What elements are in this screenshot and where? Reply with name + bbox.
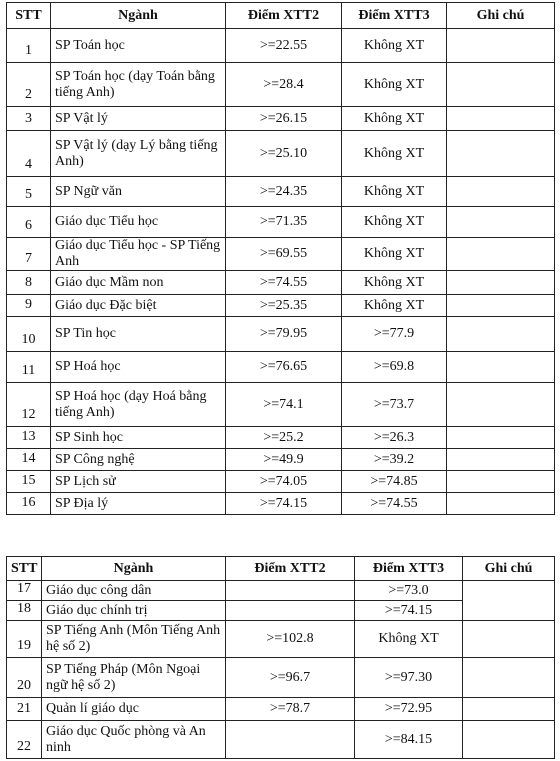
xtt2-cell: >=71.35 — [226, 207, 342, 238]
ghichu-cell — [447, 271, 555, 295]
nganh-cell: SP Toán học — [51, 29, 226, 63]
xtt2-cell — [226, 581, 355, 601]
xtt3-cell: >=97.30 — [355, 658, 463, 698]
stt-cell: 20 — [7, 658, 42, 698]
xtt3-cell: >=72.95 — [355, 698, 463, 721]
ghichu-cell — [447, 131, 555, 177]
table-row — [7, 658, 555, 698]
header-stt: STT — [7, 557, 42, 581]
ghichu-cell — [447, 427, 555, 449]
nganh-cell: SP Tin học — [51, 317, 226, 352]
ghichu-cell — [463, 721, 555, 759]
xtt3-cell: Không XT — [342, 271, 447, 295]
ghichu-cell — [447, 317, 555, 352]
xtt3-cell: Không XT — [342, 63, 447, 107]
ghichu-cell — [447, 238, 555, 271]
stt-cell: 18 — [7, 601, 42, 621]
nganh-cell: SP Vật lý — [51, 107, 226, 131]
header-ghichu: Ghi chú — [463, 557, 555, 581]
table-row — [7, 207, 555, 238]
xtt3-cell: >=84.15 — [355, 721, 463, 759]
nganh-cell: SP Ngữ văn — [51, 177, 226, 207]
xtt2-cell: >=102.8 — [226, 621, 355, 658]
nganh-cell: Giáo dục Đặc biệt — [51, 295, 226, 317]
ghichu-cell — [463, 581, 555, 621]
stt-cell: 12 — [7, 383, 51, 427]
stt-cell: 8 — [7, 271, 51, 295]
table-2-body — [7, 581, 555, 759]
xtt2-cell: >=96.7 — [226, 658, 355, 698]
xtt2-cell: >=25.35 — [226, 295, 342, 317]
nganh-cell: SP Toán học (dạy Toán bằng tiếng Anh) — [51, 63, 226, 107]
xtt2-cell: >=74.55 — [226, 271, 342, 295]
xtt2-cell: >=79.95 — [226, 317, 342, 352]
xtt3-cell: >=74.15 — [355, 601, 463, 621]
ghichu-cell — [447, 471, 555, 493]
table-row — [7, 177, 555, 207]
xtt3-cell: >=26.3 — [342, 427, 447, 449]
nganh-cell: SP Lịch sử — [51, 471, 226, 493]
stt-cell: 9 — [7, 295, 51, 317]
stt-cell: 6 — [7, 207, 51, 238]
header-ghichu: Ghi chú — [447, 3, 555, 29]
xtt2-cell: >=49.9 — [226, 449, 342, 471]
ghichu-cell — [447, 63, 555, 107]
ghichu-cell — [447, 449, 555, 471]
nganh-cell: Giáo dục công dân — [42, 581, 226, 601]
stt-cell: 2 — [7, 63, 51, 107]
stt-cell: 3 — [7, 107, 51, 131]
stt-cell: 11 — [7, 352, 51, 383]
xtt2-cell: >=24.35 — [226, 177, 342, 207]
stt-cell: 22 — [7, 721, 42, 759]
nganh-cell: SP Hoá học (dạy Hoá bằng tiếng Anh) — [51, 383, 226, 427]
stt-cell: 13 — [7, 427, 51, 449]
stt-cell: 5 — [7, 177, 51, 207]
xtt2-cell — [226, 721, 355, 759]
table-1-body — [7, 29, 555, 515]
xtt2-cell: >=74.05 — [226, 471, 342, 493]
xtt2-cell: >=25.10 — [226, 131, 342, 177]
table-row — [7, 107, 555, 131]
xtt2-cell: >=78.7 — [226, 698, 355, 721]
ghichu-cell — [447, 383, 555, 427]
stt-cell: 21 — [7, 698, 42, 721]
nganh-cell: Giáo dục Tiểu học — [51, 207, 226, 238]
table-row — [7, 131, 555, 177]
header-stt: STT — [7, 3, 51, 29]
xtt2-cell: >=26.15 — [226, 107, 342, 131]
xtt3-cell: Không XT — [342, 29, 447, 63]
xtt2-cell: >=69.55 — [226, 238, 342, 271]
nganh-cell: Giáo dục Mầm non — [51, 271, 226, 295]
table-row — [7, 721, 555, 759]
header-xtt2: Điểm XTT2 — [226, 557, 355, 581]
stt-cell: 1 — [7, 29, 51, 63]
ghichu-cell — [447, 107, 555, 131]
xtt3-cell: Không XT — [342, 131, 447, 177]
xtt3-cell: Không XT — [355, 621, 463, 658]
xtt3-cell: >=74.55 — [342, 493, 447, 515]
stt-cell: 7 — [7, 238, 51, 271]
xtt3-cell: Không XT — [342, 238, 447, 271]
table-row — [7, 295, 555, 317]
stt-cell: 14 — [7, 449, 51, 471]
xtt3-cell: Không XT — [342, 207, 447, 238]
table-row — [7, 449, 555, 471]
admission-table-1 — [6, 2, 555, 515]
table-row — [7, 271, 555, 295]
xtt3-cell: >=73.7 — [342, 383, 447, 427]
xtt2-cell: >=74.1 — [226, 383, 342, 427]
table-row — [7, 581, 555, 601]
table-row — [7, 383, 555, 427]
header-nganh: Ngành — [51, 3, 226, 29]
xtt2-cell: >=28.4 — [226, 63, 342, 107]
xtt2-cell: >=22.55 — [226, 29, 342, 63]
xtt3-cell: >=73.0 — [355, 581, 463, 601]
nganh-cell: SP Hoá học — [51, 352, 226, 383]
xtt2-cell: >=25.2 — [226, 427, 342, 449]
ghichu-cell — [447, 207, 555, 238]
stt-cell: 15 — [7, 471, 51, 493]
header-xtt3: Điểm XTT3 — [355, 557, 463, 581]
table-row — [7, 698, 555, 721]
stt-cell: 16 — [7, 493, 51, 515]
table-row — [7, 493, 555, 515]
table-row — [7, 352, 555, 383]
ghichu-cell — [447, 177, 555, 207]
nganh-cell: SP Vật lý (dạy Lý bằng tiếng Anh) — [51, 131, 226, 177]
nganh-cell: SP Sinh học — [51, 427, 226, 449]
xtt3-cell: Không XT — [342, 295, 447, 317]
nganh-cell: Giáo dục Quốc phòng và An ninh — [42, 721, 226, 759]
table-row — [7, 63, 555, 107]
stt-cell: 17 — [7, 581, 42, 601]
xtt3-cell: >=74.85 — [342, 471, 447, 493]
header-xtt2: Điểm XTT2 — [226, 3, 342, 29]
table-row — [7, 29, 555, 63]
nganh-cell: Giáo dục chính trị — [42, 601, 226, 621]
xtt3-cell: >=77.9 — [342, 317, 447, 352]
xtt2-cell: >=76.65 — [226, 352, 342, 383]
stt-cell: 4 — [7, 131, 51, 177]
header-xtt3: Điểm XTT3 — [342, 3, 447, 29]
nganh-cell: Quản lí giáo dục — [42, 698, 226, 721]
nganh-cell: SP Công nghệ — [51, 449, 226, 471]
xtt3-cell: Không XT — [342, 177, 447, 207]
xtt3-cell: >=69.8 — [342, 352, 447, 383]
ghichu-cell — [447, 29, 555, 63]
xtt2-cell — [226, 601, 355, 621]
table-row — [7, 238, 555, 271]
ghichu-cell — [447, 352, 555, 383]
header-nganh: Ngành — [42, 557, 226, 581]
ghichu-cell — [463, 658, 555, 698]
xtt3-cell: >=39.2 — [342, 449, 447, 471]
nganh-cell: SP Tiếng Anh (Môn Tiếng Anh hệ số 2) — [42, 621, 226, 658]
nganh-cell: SP Địa lý — [51, 493, 226, 515]
table-row — [7, 427, 555, 449]
table-row — [7, 621, 555, 658]
ghichu-cell — [447, 493, 555, 515]
table-row — [7, 317, 555, 352]
xtt2-cell: >=74.15 — [226, 493, 342, 515]
admission-table-2 — [6, 556, 555, 759]
ghichu-cell — [447, 295, 555, 317]
xtt3-cell: Không XT — [342, 107, 447, 131]
nganh-cell: Giáo dục Tiểu học - SP Tiếng Anh — [51, 238, 226, 271]
nganh-cell: SP Tiếng Pháp (Môn Ngoại ngữ hệ số 2) — [42, 658, 226, 698]
stt-cell: 10 — [7, 317, 51, 352]
ghichu-cell — [463, 698, 555, 721]
ghichu-cell — [463, 621, 555, 658]
stt-cell: 19 — [7, 621, 42, 658]
table-row — [7, 471, 555, 493]
